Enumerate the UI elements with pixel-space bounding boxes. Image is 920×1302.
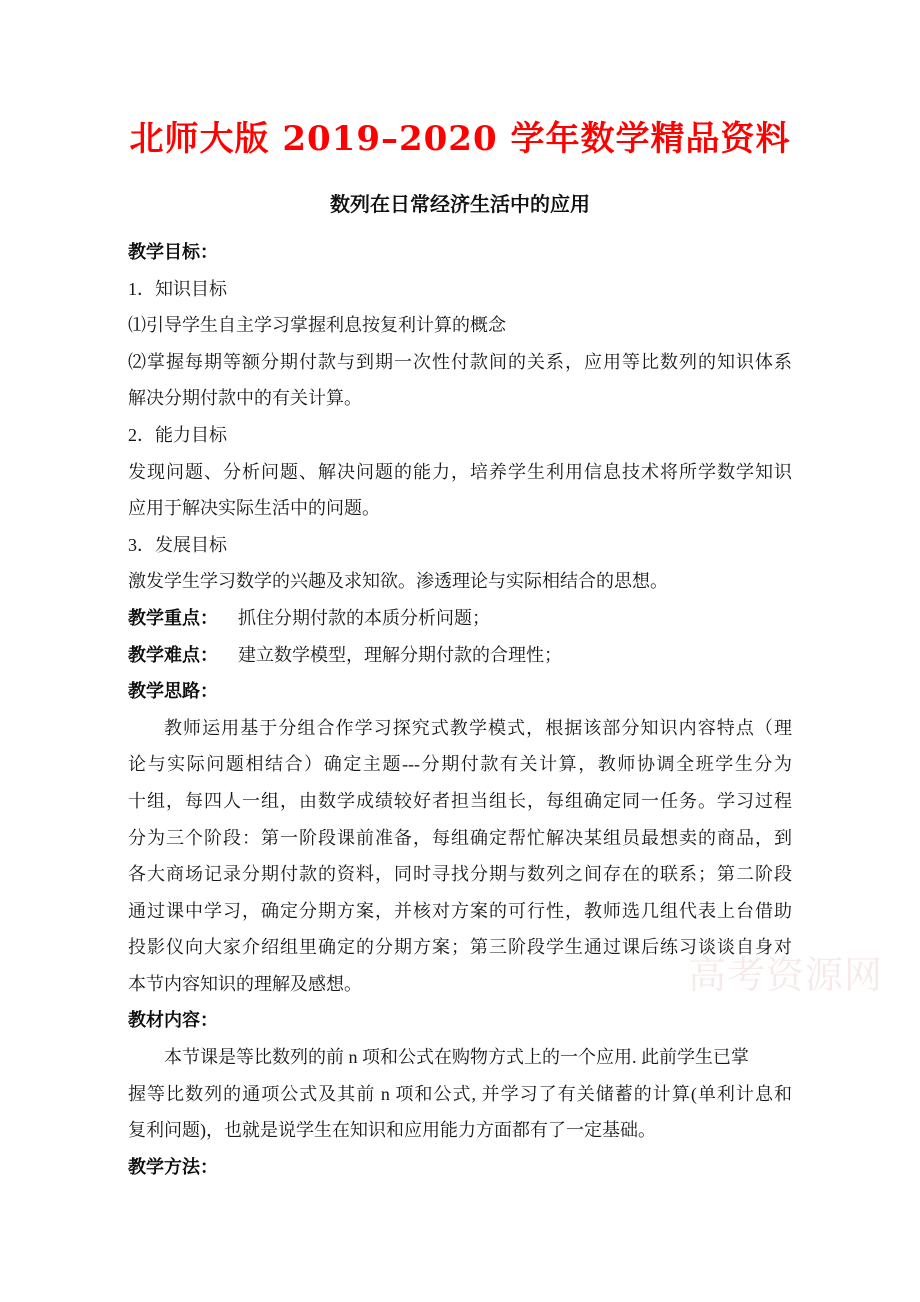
line-label: 教学重点： — [128, 607, 218, 628]
section-heading: 教学方法： — [128, 1156, 218, 1177]
body-line: 十组，每四人一组，由数学成绩较好者担当组长，每组确定同一任务。学习过程 — [128, 790, 792, 811]
section-heading: 教材内容： — [128, 1010, 218, 1031]
body-line: 论与实际问题相结合）确定主题---分期付款有关计算，教师协调全班学生分为 — [128, 754, 792, 775]
body-line — [128, 600, 792, 637]
body-line: 激发学生学习数学的兴趣及求知欲。渗透理论与实际相结合的思想。 — [128, 571, 668, 592]
line-text: 抓住分期付款的本质分析问题； — [238, 607, 490, 628]
site-watermark: 高考资源网 — [688, 953, 884, 997]
body-line: 解决分期付款中的有关计算。 — [128, 388, 362, 409]
body-line: 分为三个阶段：第一阶段课前准备，每组确定帮忙解决某组员最想卖的商品，到 — [128, 827, 792, 848]
body-line: ⑴引导学生自主学习掌握利息按复利计算的概念 — [128, 315, 506, 336]
body-line: 各大商场记录分期付款的资料，同时寻找分期与数列之间存在的联系；第二阶段 — [128, 864, 792, 885]
body-line: 复利问题)，也就是说学生在知识和应用能力方面都有了一定基础。 — [128, 1120, 656, 1141]
body-line: 握等比数列的通项公式及其前 n 项和公式, 并学习了有关储蓄的计算(单利计息和 — [128, 1083, 792, 1104]
line-label: 教学难点： — [128, 644, 218, 665]
banner-title: 北师大版 2019–2020 学年数学精品资料 — [129, 119, 791, 159]
body-line — [128, 637, 792, 674]
body-line: 2．能力目标 — [128, 424, 227, 445]
body-line: 3．发展目标 — [128, 534, 227, 555]
body-line: 投影仪向大家介绍组里确定的分期方案；第三阶段学生通过课后练习谈谈自身对 — [128, 937, 792, 958]
body-line: 通过课中学习，确定分期方案，并核对方案的可行性，教师选几组代表上台借助 — [128, 900, 792, 921]
page-title: 数列在日常经济生活中的应用 — [330, 194, 590, 216]
body-line: 应用于解决实际生活中的问题。 — [128, 498, 380, 519]
section-heading: 教学思路： — [128, 681, 218, 702]
body-line: 本节内容知识的理解及感想。 — [128, 973, 362, 994]
section-heading: 教学目标： — [128, 242, 218, 262]
body-line: 发现问题、分析问题、解决问题的能力，培养学生利用信息技术将所学数学知识 — [128, 461, 792, 482]
body-line: ⑵掌握每期等额分期付款与到期一次性付款间的关系，应用等比数列的知识体系 — [128, 351, 792, 372]
body-line: 1．知识目标 — [128, 278, 227, 299]
document-body — [128, 234, 792, 1185]
line-text: 建立数学模型，理解分期付款的合理性； — [238, 644, 562, 665]
body-line: 教师运用基于分组合作学习探究式教学模式，根据该部分知识内容特点（理 — [164, 717, 792, 738]
body-line: 本节课是等比数列的前 n 项和公式在购物方式上的一个应用. 此前学生已掌 — [164, 1047, 749, 1068]
